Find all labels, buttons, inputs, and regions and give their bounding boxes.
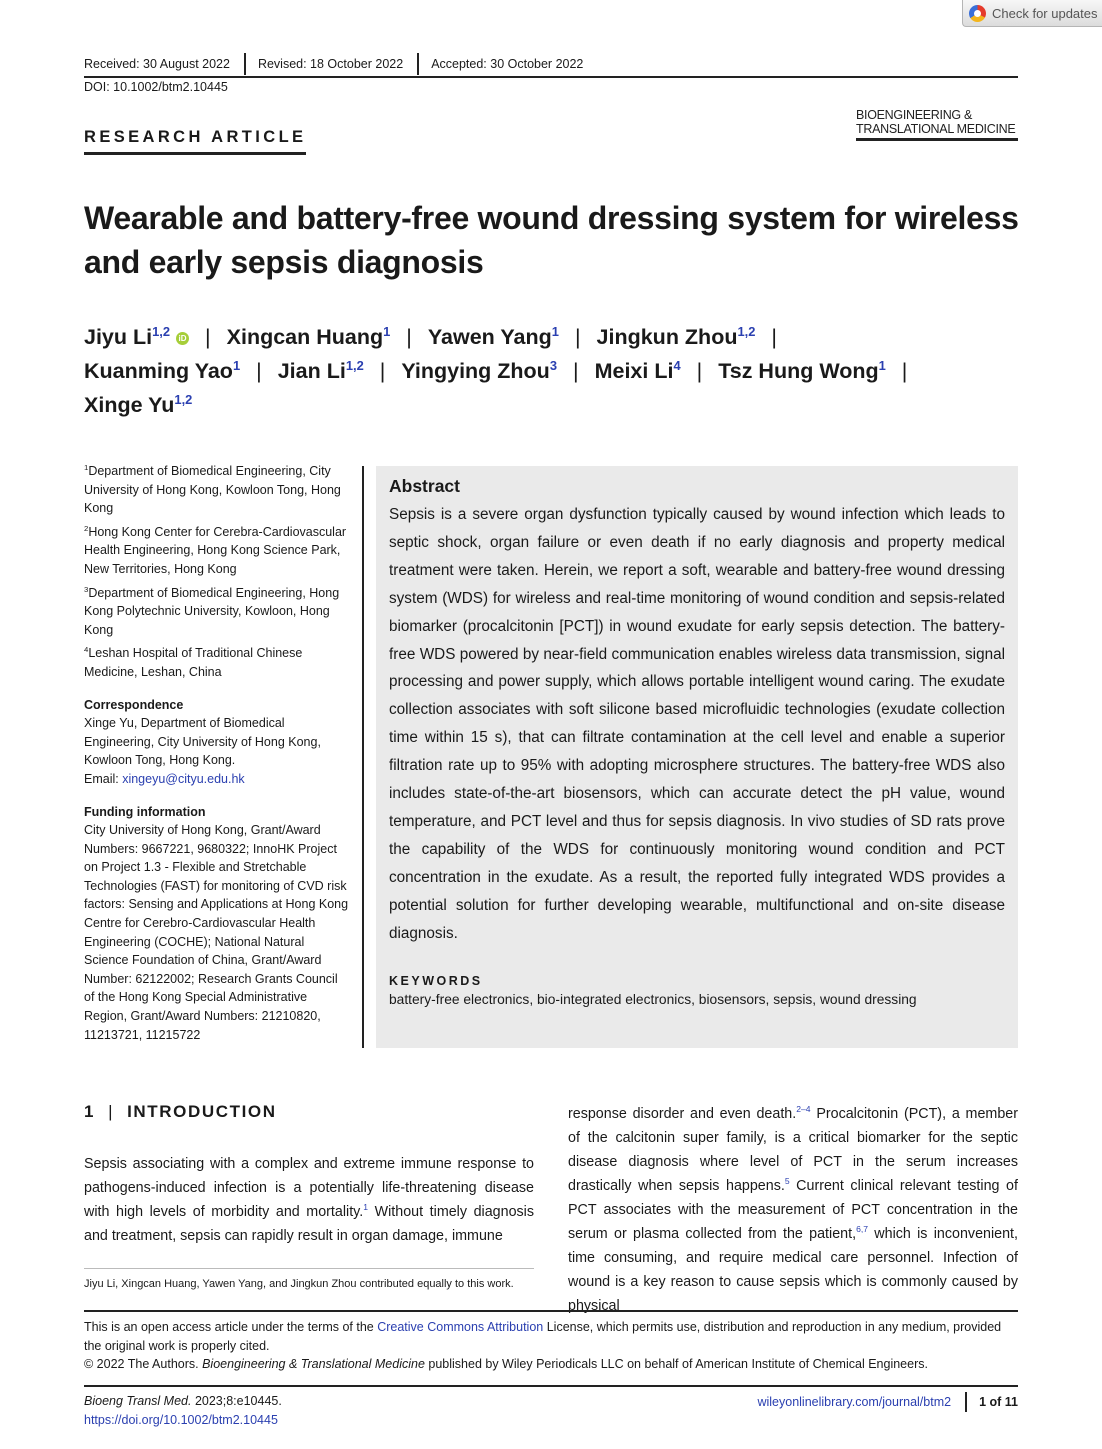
funding-heading: Funding information (84, 804, 206, 819)
crossmark-icon (969, 5, 986, 22)
footnote-divider (84, 1268, 534, 1269)
divider (965, 1392, 967, 1412)
reference-link[interactable]: 5 (784, 1176, 790, 1187)
affiliation: $^2$Hong Kong Center for Cerebra-Cardiovascular Health Engineering, Hong Kong Science Park, New Territories, Hong Kong (84, 523, 347, 576)
abstract-box (376, 466, 1018, 1048)
received-date: Received: 30 August 2022 (84, 57, 230, 71)
copyright-line: © 2022 The Authors. Bioengineering & Translational Medicine published by Wiley Periodicals LLC on behalf of American Institute of Chemical Engineers. (84, 1357, 928, 1371)
author[interactable]: Tsz Hung Wong$^1$ (718, 357, 886, 383)
author[interactable]: Yawen Yang$^1$ (427, 323, 559, 349)
abstract-text: Sepsis is a severe organ dysfunction typically caused by wound infection which leads to septic shock, organ failure or even death if no early diagnosis and property medical treatment were taken. Herein, we report a soft, wearable and battery-free wound dressing system (WDS) for wireless and real-time monitoring of wound condition and sepsis-related biomarker (procalcitonin [PCT]) in wound exudate for early sepsis detection. The battery-free WDS powered by near-field communication enables wireless data transmission, signal processing and power supply, which allows portable intelligent wound caring. The exudate collection associates with soft silicone based microfluidic technologies (exudate collection time within 15 s), that can filtrate contamination at the cell level and enable a superior filtration rate up to 95% with adopting microsphere structures. The battery-free WDS also includes state-of-the-art biosensors, which can accurate detect the pH value, wound temperature, and PCT level and thus for sepsis diagnosis. In vivo studies of SD rats prove the capability of the WDS for continuously monitoring wound condition and PCT concentration in the exudate. As a result, the reported fully integrated WDS provides a potential solution for further developing wearable, multifunctional and on-site disease diagnosis. (389, 506, 1005, 942)
author[interactable]: Kuanming Yao$^1$ (84, 357, 241, 383)
sidebar (84, 462, 350, 1044)
license-line: This is an open access article under the terms of the Creative Commons Attribution License, which permits use, distribution and reproduction in any medium, provided the original work is properly cited. (84, 1320, 1002, 1353)
doi: DOI: 10.1002/btm2.10445 (84, 80, 228, 94)
correspondence-heading: Correspondence (84, 697, 184, 712)
affiliation: $^1$Department of Biomedical Engineering, City University of Hong Kong, Kowloon Tong, Hong Kong (84, 462, 341, 516)
journal-logo-line2: TRANSLATIONAL MEDICINE (856, 122, 1016, 136)
divider (244, 53, 246, 75)
dates-bar (84, 52, 1018, 78)
keywords-heading: KEYWORDS (389, 973, 483, 988)
reference-link[interactable]: 2–4 (796, 1104, 811, 1115)
article-title: Wearable and battery-free wound dressing system for wireless and early sepsis diagnosis (84, 200, 1019, 280)
accepted-date: Accepted: 30 October 2022 (431, 57, 584, 71)
funding-text: City University of Hong Kong, Grant/Award Numbers: 9667221, 9680322; InnoHK Project on Project 1.3 - Flexible and Stretchable Technologies (FAST) for monitoring of CVD risk factors: Sensing and Applications at Hong Kong Centre for Cerebro-Cardiovascular Health Engineering (COCHE); National Natural Science Foundation of China, Grant/Award Number: 62122002; Research Grants Council of the Hong Kong Special Administrative Region, Grant/Award Numbers: 21210820, 11213721, 11215722 (84, 823, 349, 1042)
author[interactable]: Xinge Yu$^{1,2}$ (84, 391, 193, 417)
intro-column-2: response disorder and even death.$^{2-4}$ Procalcitonin (PCT), a member of the calcitonin super family, is a critical biomarker for the septic disease diagnosis where level of PCT in the serum increases drastically when sepsis happens.$^5$ Current clinical relevant testing of PCT associates with the measurement of PCT concentration in the serum or plasma collected from the patient,$^{6,7}$ which is inconvenient, time consuming, and require medical care personnel. Infection of wound is a key reason to cause sepsis which is commonly caused by physical (568, 1104, 1018, 1314)
revised-date: Revised: 18 October 2022 (257, 57, 404, 71)
author[interactable]: Jian Li$^{1,2}$ (277, 357, 364, 383)
author[interactable]: Jiyu Li$^{1,2}$ iD (84, 325, 189, 349)
affiliation: $^3$Department of Biomedical Engineering, Hong Kong Polytechnic University, Kowloon, Hong Kong (84, 584, 340, 637)
email-link[interactable]: xingeyu@cityu.edu.hk (122, 771, 245, 786)
journal-logo-line1: BIOENGINEERING & (856, 108, 973, 122)
affiliation: $^4$Leshan Hospital of Traditional Chinese Medicine, Leshan, China (84, 645, 303, 679)
section-heading: 1 | INTRODUCTION (84, 1102, 277, 1121)
license-link[interactable]: Creative Commons Attribution (377, 1320, 544, 1334)
author[interactable]: Jingkun Zhou$^{1,2}$ (596, 323, 756, 349)
check-for-updates-button[interactable] (962, 0, 1102, 27)
abstract-heading: Abstract (389, 476, 460, 496)
reference-link[interactable]: 1 (363, 1202, 369, 1213)
correspondence-text: Xinge Yu, Department of Biomedical Engineering, City University of Hong Kong, Kowloon Tong, Hong Kong. (84, 716, 321, 768)
doi-link[interactable]: https://doi.org/10.1002/btm2.10445 (84, 1412, 278, 1427)
divider (417, 53, 419, 75)
author[interactable]: Xingcan Huang$^1$ (226, 323, 391, 349)
journal-logo (856, 108, 1018, 141)
sidebar-divider (362, 466, 364, 1048)
correspondence-email: Email: xingeyu@cityu.edu.hk (84, 771, 245, 786)
page-number: 1 of 11 (979, 1395, 1018, 1409)
license-notice (84, 1310, 1018, 1374)
journal-site-link[interactable]: wileyonlinelibrary.com/journal/btm2 (757, 1395, 952, 1409)
author[interactable]: Yingying Zhou$^3$ (401, 357, 557, 383)
intro-column-1: Sepsis associating with a complex and extreme immune response to pathogens-induced infection is a potentially life-threatening disease with high levels of morbidity and mortality.$^1$ Without timely diagnosis and treatment, sepsis can rapidly result in organ damage, immune (84, 1156, 535, 1244)
article-type: RESEARCH ARTICLE (84, 128, 306, 155)
reference-link[interactable]: 6,7 (856, 1224, 868, 1235)
author-list: Jiyu Li$^{1,2}$ iD | Xingcan Huang$^1$ | Yawen Yang$^1$ | Jingkun Zhou$^{1,2}$ | Kuanming Yao$^1$ | Jian Li$^{1,2}$ | Yingying Zhou$^3$ | Meixi Li$^4$ | Tsz Hung Wong$^1$ | Xinge Yu$^{1,2}$ (84, 323, 908, 417)
keywords: battery-free electronics, bio-integrated electronics, biosensors, sepsis, wound dressing (389, 991, 917, 1007)
check-for-updates-label: Check for updates (992, 5, 1098, 21)
footer-right (757, 1392, 1018, 1412)
orcid-icon[interactable]: iD (176, 332, 189, 345)
author[interactable]: Meixi Li$^4$ (594, 357, 681, 383)
footer-divider (84, 1385, 1018, 1387)
citation: Bioeng Transl Med. 2023;8:e10445. https://doi.org/10.1002/btm2.10445 (84, 1394, 282, 1427)
footnote: Jiyu Li, Xingcan Huang, Yawen Yang, and Jingkun Zhou contributed equally to this work. (84, 1278, 514, 1290)
